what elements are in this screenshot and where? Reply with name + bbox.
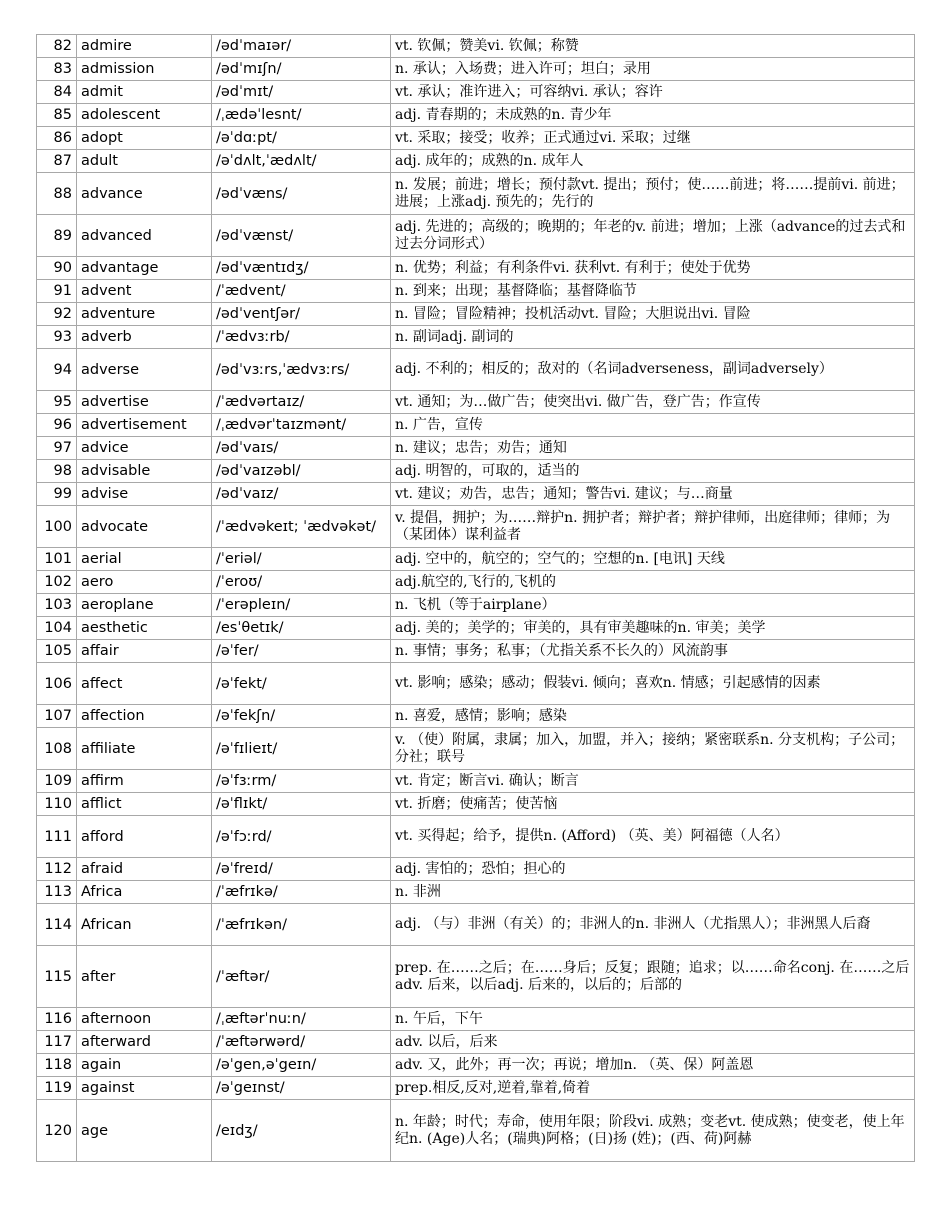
entry-number: 113 (37, 881, 77, 904)
entry-phonetic: /ˈeroʊ/ (212, 571, 391, 594)
table-row (37, 617, 915, 640)
entry-number: 86 (37, 127, 77, 150)
entry-definition: n. 到来；出现；基督降临；基督降临节 (391, 280, 915, 303)
entry-phonetic: /ˌæftərˈnuːn/ (212, 1008, 391, 1031)
entry-word: after (77, 946, 212, 1008)
entry-word: advantage (77, 257, 212, 280)
entry-definition: vt. 买得起；给予，提供n. (Afford) （英、美）阿福德（人名） (391, 816, 915, 858)
entry-definition: vt. 承认；准许进入；可容纳vi. 承认；容许 (391, 81, 915, 104)
entry-phonetic: /ˈerəpleɪn/ (212, 594, 391, 617)
entry-definition: n. 优势；利益；有利条件vi. 获利vt. 有利于；使处于优势 (391, 257, 915, 280)
table-row (37, 257, 915, 280)
entry-phonetic: /ədˈmɪt/ (212, 81, 391, 104)
entry-number: 106 (37, 663, 77, 705)
entry-number: 110 (37, 793, 77, 816)
entry-number: 82 (37, 35, 77, 58)
entry-number: 107 (37, 705, 77, 728)
entry-definition: adj. 不利的；相反的；敌对的（名词adverseness，副词adversely） (391, 349, 915, 391)
entry-word: advertisement (77, 414, 212, 437)
entry-definition: adj. 空中的，航空的；空气的；空想的n. [电讯] 天线 (391, 548, 915, 571)
entry-number: 93 (37, 326, 77, 349)
table-row (37, 150, 915, 173)
entry-number: 88 (37, 173, 77, 215)
entry-definition: adj. 害怕的；恐怕；担心的 (391, 858, 915, 881)
entry-word: affection (77, 705, 212, 728)
entry-word: adverb (77, 326, 212, 349)
entry-word: aerial (77, 548, 212, 571)
entry-number: 109 (37, 770, 77, 793)
entry-word: advisable (77, 460, 212, 483)
entry-number: 108 (37, 728, 77, 770)
table-row (37, 215, 915, 257)
entry-definition: n. 事情；事务；私事；（尤指关系不长久的）风流韵事 (391, 640, 915, 663)
entry-definition: vt. 影响；感染；感动；假装vi. 倾向；喜欢n. 情感；引起感情的因素 (391, 663, 915, 705)
table-row (37, 506, 915, 548)
entry-word: aeroplane (77, 594, 212, 617)
entry-number: 103 (37, 594, 77, 617)
entry-definition: adj. 成年的；成熟的n. 成年人 (391, 150, 915, 173)
entry-definition: n. 冒险；冒险精神；投机活动vt. 冒险；大胆说出vi. 冒险 (391, 303, 915, 326)
table-row (37, 571, 915, 594)
entry-phonetic: /esˈθetɪk/ (212, 617, 391, 640)
entry-definition: vt. 通知；为…做广告；使突出vi. 做广告，登广告；作宣传 (391, 391, 915, 414)
entry-phonetic: /ˈæftərwərd/ (212, 1031, 391, 1054)
entry-word: adventure (77, 303, 212, 326)
entry-number: 100 (37, 506, 77, 548)
table-row (37, 104, 915, 127)
entry-word: advice (77, 437, 212, 460)
table-row (37, 391, 915, 414)
entry-number: 104 (37, 617, 77, 640)
table-row (37, 594, 915, 617)
entry-definition: prep.相反,反对,逆着,靠着,倚着 (391, 1077, 915, 1100)
table-row (37, 705, 915, 728)
entry-number: 92 (37, 303, 77, 326)
table-row (37, 460, 915, 483)
entry-definition: vt. 钦佩；赞美vi. 钦佩；称赞 (391, 35, 915, 58)
table-row (37, 1077, 915, 1100)
entry-phonetic: /ədˈventʃər/ (212, 303, 391, 326)
entry-number: 105 (37, 640, 77, 663)
entry-definition: n. 建议；忠告；劝告；通知 (391, 437, 915, 460)
entry-phonetic: /ˈeriəl/ (212, 548, 391, 571)
entry-word: adult (77, 150, 212, 173)
vocabulary-table-body (37, 35, 915, 1162)
entry-definition: v. （使）附属，隶属；加入，加盟，并入；接纳；紧密联系n. 分支机构；子公司；分社；联号 (391, 728, 915, 770)
entry-phonetic: /ˈædvent/ (212, 280, 391, 303)
entry-definition: vt. 肯定；断言vi. 确认；断言 (391, 770, 915, 793)
entry-phonetic: /əˈfɪlieɪt/ (212, 728, 391, 770)
table-row (37, 280, 915, 303)
entry-definition: adj. 明智的，可取的，适当的 (391, 460, 915, 483)
entry-word: advocate (77, 506, 212, 548)
entry-phonetic: /əˈfreɪd/ (212, 858, 391, 881)
entry-definition: adj.航空的,飞行的,飞机的 (391, 571, 915, 594)
table-row (37, 303, 915, 326)
table-row (37, 326, 915, 349)
entry-phonetic: /ˈædvɜːrb/ (212, 326, 391, 349)
entry-definition: adj. 先进的；高级的；晚期的；年老的v. 前进；增加；上涨（advance的过去式和过去分词形式） (391, 215, 915, 257)
entry-word: advise (77, 483, 212, 506)
entry-word: aesthetic (77, 617, 212, 640)
entry-number: 102 (37, 571, 77, 594)
entry-definition: adv. 又，此外；再一次；再说；增加n. （英、保）阿盖恩 (391, 1054, 915, 1077)
entry-phonetic: /əˈfɔːrd/ (212, 816, 391, 858)
entry-word: aero (77, 571, 212, 594)
entry-definition: vt. 建议；劝告，忠告；通知；警告vi. 建议；与…商量 (391, 483, 915, 506)
entry-phonetic: /ədˈvænst/ (212, 215, 391, 257)
entry-number: 117 (37, 1031, 77, 1054)
entry-number: 91 (37, 280, 77, 303)
entry-word: adverse (77, 349, 212, 391)
entry-word: afraid (77, 858, 212, 881)
entry-number: 116 (37, 1008, 77, 1031)
entry-definition: vt. 采取；接受；收养；正式通过vi. 采取；过继 (391, 127, 915, 150)
entry-definition: n. 承认；入场费；进入许可；坦白；录用 (391, 58, 915, 81)
table-row (37, 793, 915, 816)
entry-number: 111 (37, 816, 77, 858)
table-row (37, 81, 915, 104)
entry-definition: adj. 美的；美学的；审美的，具有审美趣味的n. 审美；美学 (391, 617, 915, 640)
entry-phonetic: /ˌædvərˈtaɪzmənt/ (212, 414, 391, 437)
table-row (37, 1031, 915, 1054)
entry-phonetic: /əˈgen,əˈgeɪn/ (212, 1054, 391, 1077)
entry-phonetic: /ədˈvaɪz/ (212, 483, 391, 506)
table-row (37, 770, 915, 793)
entry-phonetic: /ədˈvæns/ (212, 173, 391, 215)
entry-definition: adv. 以后，后来 (391, 1031, 915, 1054)
table-row (37, 1054, 915, 1077)
entry-number: 97 (37, 437, 77, 460)
entry-number: 114 (37, 904, 77, 946)
entry-phonetic: /ədˈvɜːrs,ˈædvɜːrs/ (212, 349, 391, 391)
entry-number: 94 (37, 349, 77, 391)
table-row (37, 946, 915, 1008)
entry-definition: adj. （与）非洲（有关）的；非洲人的n. 非洲人（尤指黑人）；非洲黑人后裔 (391, 904, 915, 946)
entry-number: 120 (37, 1100, 77, 1162)
entry-number: 87 (37, 150, 77, 173)
entry-phonetic: /ədˈmaɪər/ (212, 35, 391, 58)
entry-phonetic: /əˈfekʃn/ (212, 705, 391, 728)
entry-word: afflict (77, 793, 212, 816)
entry-definition: adj. 青春期的；未成熟的n. 青少年 (391, 104, 915, 127)
table-row (37, 173, 915, 215)
table-row (37, 35, 915, 58)
entry-phonetic: /ˌædəˈlesnt/ (212, 104, 391, 127)
entry-word: afterward (77, 1031, 212, 1054)
table-row (37, 1008, 915, 1031)
entry-number: 118 (37, 1054, 77, 1077)
entry-number: 96 (37, 414, 77, 437)
entry-definition: v. 提倡，拥护；为……辩护n. 拥护者；辩护者；辩护律师，出庭律师；律师；为（某团体）谋利益者 (391, 506, 915, 548)
entry-phonetic: /ˈæfrɪkə/ (212, 881, 391, 904)
entry-phonetic: /ədˈvaɪs/ (212, 437, 391, 460)
entry-definition: n. 非洲 (391, 881, 915, 904)
entry-word: admire (77, 35, 212, 58)
entry-number: 95 (37, 391, 77, 414)
entry-word: admit (77, 81, 212, 104)
entry-phonetic: /əˈgeɪnst/ (212, 1077, 391, 1100)
entry-number: 89 (37, 215, 77, 257)
entry-number: 115 (37, 946, 77, 1008)
entry-phonetic: /ˈædvərtaɪz/ (212, 391, 391, 414)
entry-number: 112 (37, 858, 77, 881)
entry-number: 90 (37, 257, 77, 280)
entry-word: adopt (77, 127, 212, 150)
entry-word: admission (77, 58, 212, 81)
entry-definition: n. 副词adj. 副词的 (391, 326, 915, 349)
entry-number: 84 (37, 81, 77, 104)
entry-number: 99 (37, 483, 77, 506)
table-row (37, 640, 915, 663)
entry-word: age (77, 1100, 212, 1162)
entry-phonetic: /əˈdʌlt,ˈædʌlt/ (212, 150, 391, 173)
entry-definition: vt. 折磨；使痛苦；使苦恼 (391, 793, 915, 816)
entry-phonetic: /ˈæftər/ (212, 946, 391, 1008)
table-row (37, 414, 915, 437)
table-row (37, 548, 915, 571)
entry-definition: n. 喜爱，感情；影响；感染 (391, 705, 915, 728)
entry-phonetic: /əˈflɪkt/ (212, 793, 391, 816)
entry-word: advance (77, 173, 212, 215)
entry-word: affirm (77, 770, 212, 793)
entry-phonetic: /eɪdʒ/ (212, 1100, 391, 1162)
entry-phonetic: /ədˈmɪʃn/ (212, 58, 391, 81)
entry-definition: n. 飞机（等于airplane） (391, 594, 915, 617)
entry-word: advanced (77, 215, 212, 257)
vocabulary-table (36, 34, 915, 1162)
entry-definition: n. 午后，下午 (391, 1008, 915, 1031)
entry-number: 119 (37, 1077, 77, 1100)
table-row (37, 127, 915, 150)
entry-phonetic: /əˈfɜːrm/ (212, 770, 391, 793)
table-row (37, 483, 915, 506)
entry-word: affiliate (77, 728, 212, 770)
entry-word: against (77, 1077, 212, 1100)
entry-number: 101 (37, 548, 77, 571)
entry-phonetic: /ˈædvəkeɪt; ˈædvəkət/ (212, 506, 391, 548)
entry-number: 85 (37, 104, 77, 127)
entry-definition: n. 年龄；时代；寿命，使用年限；阶段vi. 成熟；变老vt. 使成熟；使变老，使上年纪n. (Age)人名；(瑞典)阿格；(日)扬 (姓)；(西、荷)阿赫 (391, 1100, 915, 1162)
entry-definition: n. 广告，宣传 (391, 414, 915, 437)
table-row (37, 349, 915, 391)
entry-phonetic: /ədˈvæntɪdʒ/ (212, 257, 391, 280)
table-row (37, 728, 915, 770)
entry-word: advent (77, 280, 212, 303)
entry-number: 98 (37, 460, 77, 483)
entry-phonetic: /əˈdɑːpt/ (212, 127, 391, 150)
table-row (37, 1100, 915, 1162)
entry-word: affair (77, 640, 212, 663)
entry-definition: prep. 在……之后；在……身后；反复；跟随；追求；以……命名conj. 在……之后adv. 后来，以后adj. 后来的，以后的；后部的 (391, 946, 915, 1008)
entry-word: afternoon (77, 1008, 212, 1031)
entry-number: 83 (37, 58, 77, 81)
entry-phonetic: /ˈæfrɪkən/ (212, 904, 391, 946)
entry-word: again (77, 1054, 212, 1077)
entry-phonetic: /əˈfer/ (212, 640, 391, 663)
entry-word: Africa (77, 881, 212, 904)
entry-word: advertise (77, 391, 212, 414)
entry-word: African (77, 904, 212, 946)
entry-word: afford (77, 816, 212, 858)
entry-definition: n. 发展；前进；增长；预付款vt. 提出；预付；使……前进；将……提前vi. 前进；进展；上涨adj. 预先的；先行的 (391, 173, 915, 215)
entry-word: affect (77, 663, 212, 705)
table-row (37, 904, 915, 946)
table-row (37, 663, 915, 705)
entry-word: adolescent (77, 104, 212, 127)
entry-phonetic: /ədˈvaɪzəbl/ (212, 460, 391, 483)
table-row (37, 816, 915, 858)
table-row (37, 437, 915, 460)
table-row (37, 881, 915, 904)
table-row (37, 858, 915, 881)
table-row (37, 58, 915, 81)
entry-phonetic: /əˈfekt/ (212, 663, 391, 705)
